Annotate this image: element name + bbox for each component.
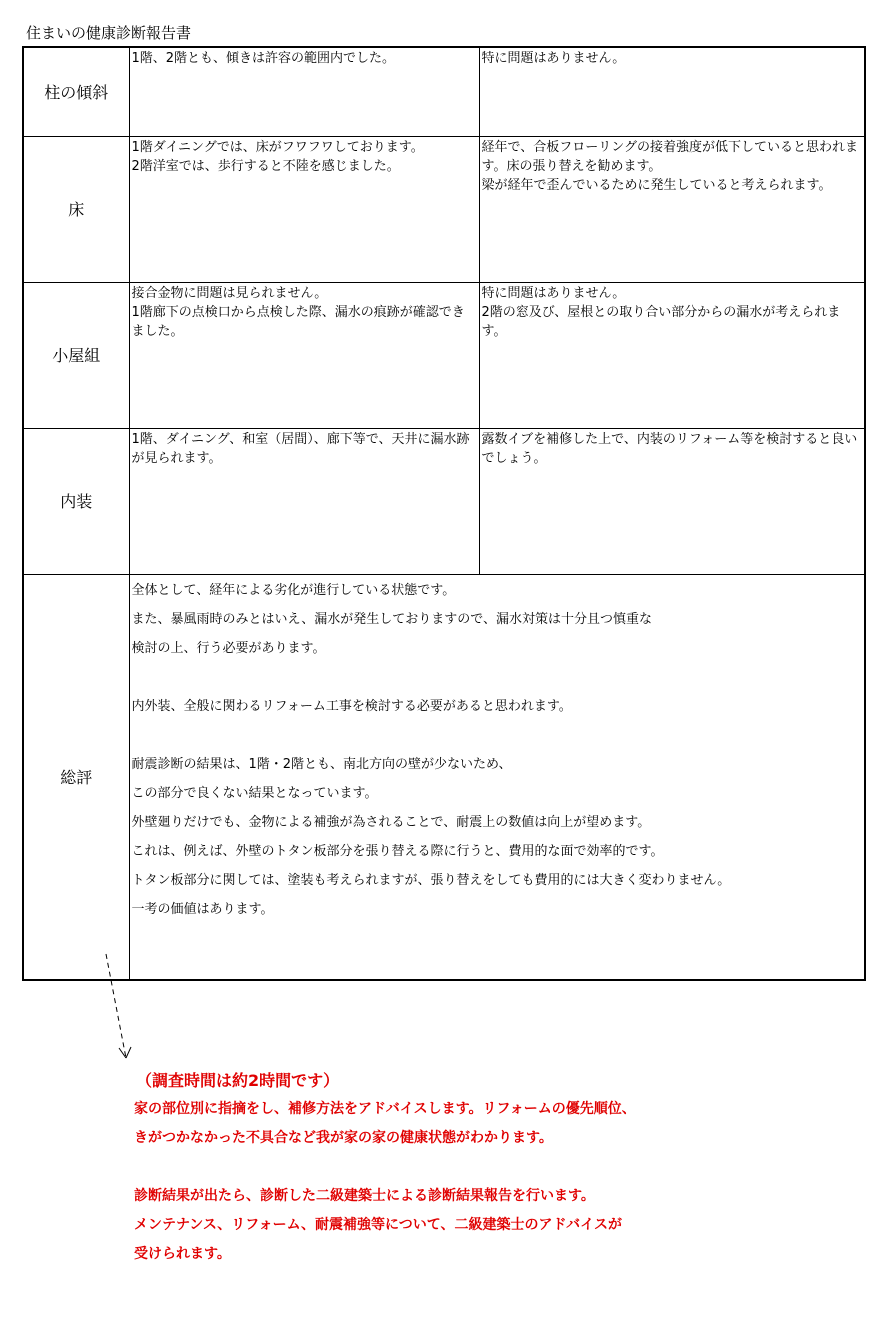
summary-line: 内外装、全般に関わるリフォーム工事を検討する必要があると思われます。 — [131, 699, 572, 714]
advice-cell — [479, 47, 865, 137]
summary-line: 外壁廻りだけでも、金物による補強が為されることで、耐震上の数値は向上が望めます。 — [131, 815, 651, 830]
table-row — [23, 283, 865, 429]
advice-cell — [479, 429, 865, 575]
finding-text: 2階洋室では、歩行すると不陸を感じました。 — [131, 159, 400, 174]
summary-label: 総評 — [23, 575, 129, 981]
summary-row — [23, 575, 865, 981]
finding-text: 1階廊下の点検口から点検した際、漏水の痕跡が確認できました。 — [131, 305, 465, 339]
row-label: 柱の傾斜 — [23, 47, 129, 137]
note-line: メンテナンス、リフォーム、耐震補強等について、二級建築士のアドバイスが — [134, 1217, 623, 1233]
summary-line: 一考の価値はあります。 — [131, 902, 274, 917]
summary-line: 検討の上、行う必要があります。 — [131, 641, 326, 656]
advice-text: 2階の窓及び、屋根との取り合い部分からの漏水が考えられます。 — [481, 305, 841, 339]
summary-cell — [129, 575, 865, 981]
report-title: 住まいの健康診断報告書 — [26, 24, 192, 42]
advice-text: 特に問題はありません。 — [481, 51, 626, 66]
note-heading: （調査時間は約2時間です） — [136, 1071, 340, 1090]
finding-cell — [129, 429, 479, 575]
row-label: 内装 — [23, 429, 129, 575]
note-line: 診断結果が出たら、診断した二級建築士による診断結果報告を行います。 — [134, 1188, 595, 1204]
advice-text: 露数イブを補修した上で、内装のリフォーム等を検討すると良いでしょう。 — [481, 432, 858, 466]
summary-blank-line — [132, 721, 863, 750]
advice-cell — [479, 283, 865, 429]
finding-cell — [129, 47, 479, 137]
row-label: 小屋組 — [23, 283, 129, 429]
finding-text: 1階、ダイニング、和室（居間）、廊下等で、天井に漏水跡が見られます。 — [131, 432, 470, 466]
report-table — [22, 46, 866, 981]
row-label: 床 — [23, 137, 129, 283]
advice-text: 特に問題はありません。 — [481, 286, 626, 301]
summary-line: トタン板部分に関しては、塗装も考えられますが、張り替えをしても費用的には大きく変わりません。 — [131, 873, 731, 888]
finding-cell — [129, 283, 479, 429]
advice-text: 梁が経年で歪んでいるために発生していると考えられます。 — [481, 178, 832, 193]
note-line: きがつかなかった不具合など我が家の家の健康状態がわかります。 — [134, 1130, 553, 1146]
summary-line: これは、例えば、外壁のトタン板部分を張り替える際に行うと、費用的な面で効率的です。 — [131, 844, 664, 859]
table-row — [23, 47, 865, 137]
summary-blank-line — [132, 663, 863, 692]
table-row — [23, 429, 865, 575]
summary-line: この部分で良くない結果となっています。 — [131, 786, 378, 801]
finding-text: 接合金物に問題は見られません。 — [131, 286, 328, 301]
finding-text: 1階、2階とも、傾きは許容の範囲内でした。 — [131, 51, 396, 66]
advice-cell — [479, 137, 865, 283]
note-line: 受けられます。 — [134, 1246, 231, 1262]
advice-text: 経年で、合板フローリングの接着強度が低下していると思われます。床の張り替えを勧めます。 — [481, 140, 858, 174]
summary-line: また、暴風雨時のみとはいえ、漏水が発生しておりますので、漏水対策は十分且つ慎重な — [131, 612, 653, 627]
dashed-arrow-icon — [100, 950, 140, 1065]
summary-line: 全体として、経年による劣化が進行している状態です。 — [131, 583, 456, 598]
finding-cell — [129, 137, 479, 283]
note-line: 家の部位別に指摘をし、補修方法をアドバイスします。リフォームの優先順位、 — [134, 1101, 636, 1117]
finding-text: 1階ダイニングでは、床がフワフワしております。 — [131, 140, 424, 155]
summary-line: 耐震診断の結果は、1階・2階とも、南北方向の壁が少ないため、 — [131, 757, 512, 772]
table-row — [23, 137, 865, 283]
